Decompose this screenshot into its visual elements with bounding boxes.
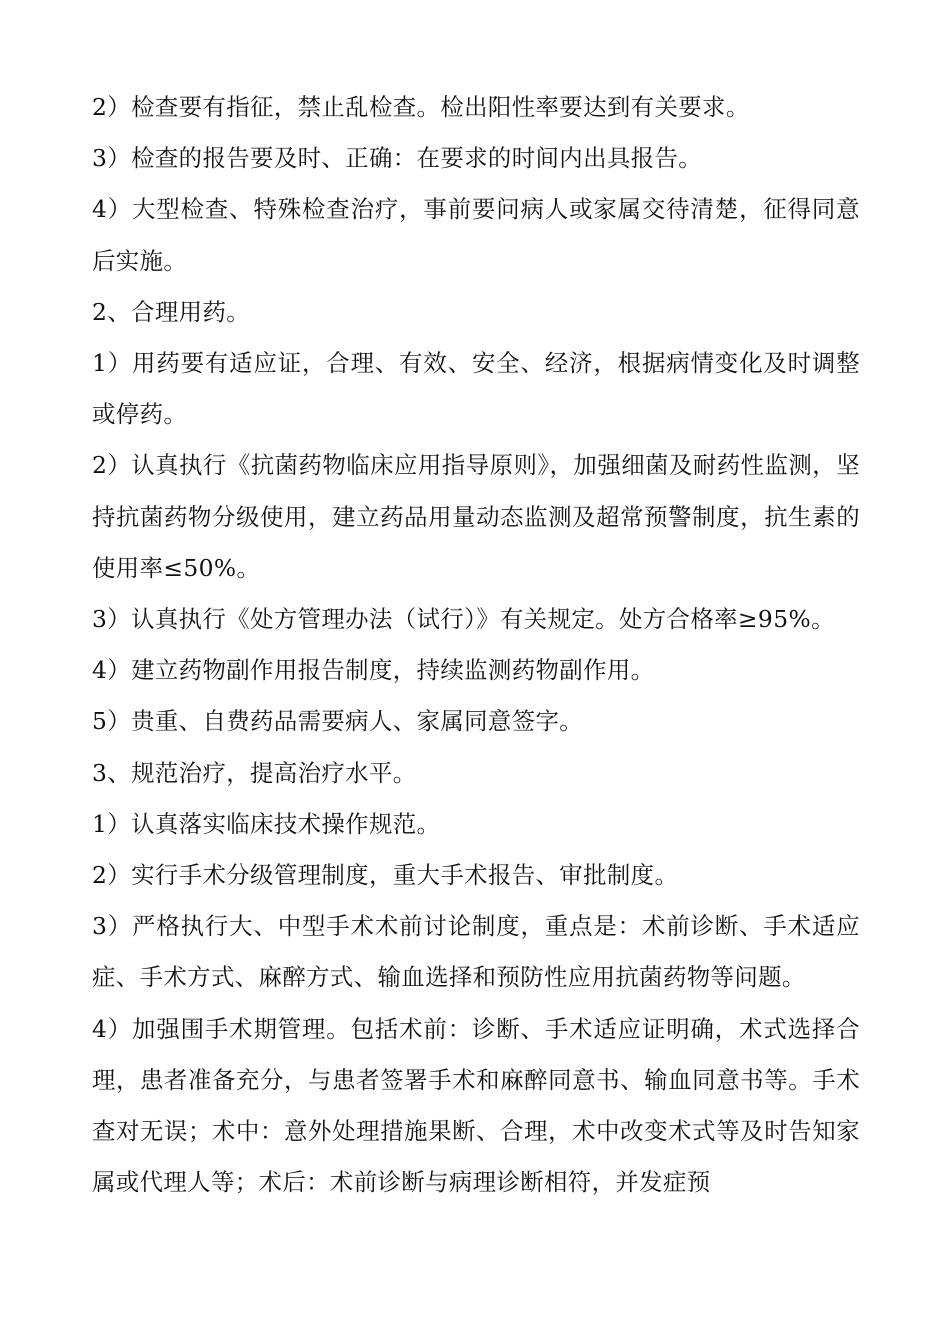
- paragraph-drug-indication: 1）用药要有适应证，合理、有效、安全、经济，根据病情变化及时调整或停药。: [92, 349, 860, 429]
- paragraph-large-exam: 4）大型检查、特殊检查治疗，事前要问病人或家属交待清楚，征得同意后实施。: [92, 195, 860, 275]
- document-page: [92, 82, 860, 1208]
- paragraph-side-effect-report: 4）建立药物副作用报告制度，持续监测药物副作用。: [92, 656, 655, 685]
- paragraph-preop-discussion: 3）严格执行大、中型手术术前讨论制度，重点是：术前诊断、手术适应症、手术方式、麻醉方式、输血选择和预防性应用抗菌药物等问题。: [92, 912, 860, 992]
- paragraph-expensive-drug-consent: 5）贵重、自费药品需要病人、家属同意签字。: [92, 707, 584, 736]
- paragraph-surgery-grading: 2）实行手术分级管理制度，重大手术报告、审批制度。: [92, 861, 679, 890]
- paragraph-perioperative-management: 4）加强围手术期管理。包括术前：诊断、手术适应证明确，术式选择合理，患者准备充分，与患者签署手术和麻醉同意书、输血同意书等。手术查对无误；术中：意外处理措施果断、合理，术中改变术式等及时告知家属或代理人等；术后：术前诊断与病理诊断相符，并发症预: [92, 1014, 860, 1197]
- section-heading-standard-treatment: 3、规范治疗，提高治疗水平。: [92, 758, 417, 787]
- paragraph-prescription-rules: 3）认真执行《处方管理办法（试行）》有关规定。处方合格率≥95%。: [92, 605, 835, 634]
- section-heading-rational-drug-use: 2、合理用药。: [92, 297, 251, 326]
- paragraph-clinical-norms: 1）认真落实临床技术操作规范。: [92, 809, 441, 838]
- paragraph-exam-report: 3）检查的报告要及时、正确：在要求的时间内出具报告。: [92, 144, 703, 173]
- paragraph-exam-indication: 2）检查要有指征，禁止乱检查。检出阳性率要达到有关要求。: [92, 93, 750, 121]
- paragraph-antibiotic-guideline: 2）认真执行《抗菌药物临床应用指导原则》，加强细菌及耐药性监测，坚持抗菌药物分级使用，建立药品用量动态监测及超常预警制度，抗生素的使用率≤50%。: [92, 451, 860, 582]
